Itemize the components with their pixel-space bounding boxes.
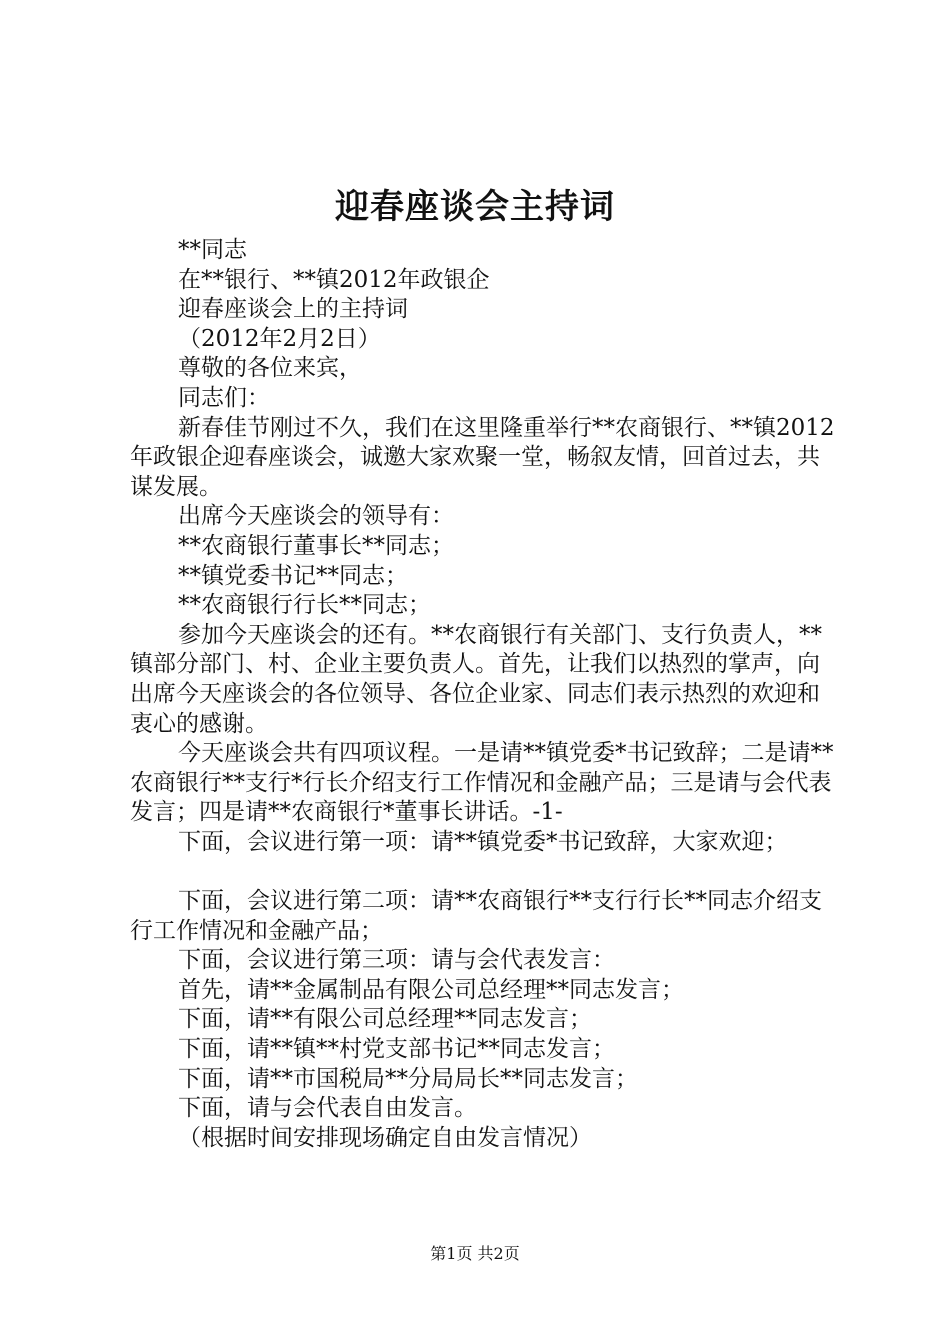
date-line: （2012年2月2日） (178, 325, 381, 352)
paragraph: 参加今天座谈会的还有。**农商银行有关部门、支行负责人，**镇部分部门、村、企业主要负责人。首先，让我们以热烈的掌声，向出席今天座谈会的各位领导、各位企业家、同志们表示热烈的欢迎和衷心的感谢。 (130, 621, 822, 737)
list-item: 下面，请**市国税局**分局局长**同志发言； (178, 1065, 638, 1092)
document-body (130, 236, 842, 1153)
paragraph: 下面，会议进行第三项：请与会代表发言： (178, 947, 615, 974)
page-number-footer: 第1页 共2页 (430, 1244, 520, 1263)
greeting-line: 尊敬的各位来宾， (178, 355, 362, 382)
list-item: 下面，请**有限公司总经理**同志发言； (178, 1006, 592, 1033)
note-line: （根据时间安排现场确定自由发言情况） (178, 1124, 592, 1151)
list-item: **镇党委书记**同志； (178, 562, 408, 589)
paragraph: 下面，会议进行第一项：请**镇党委*书记致辞，大家欢迎； (178, 828, 788, 855)
list-item: 下面，请**镇**村党支部书记**同志发言； (178, 1036, 615, 1063)
heading-line: 在**银行、**镇2012年政银企 (178, 266, 490, 293)
list-item: 首先，请**金属制品有限公司总经理**同志发言； (178, 976, 684, 1003)
list-item: 下面，请与会代表自由发言。 (178, 1095, 477, 1122)
paragraph: 下面，会议进行第二项：请**农商银行**支行行长**同志介绍支行工作情况和金融产品； (130, 888, 822, 944)
greeting-line: 同志们： (178, 384, 270, 411)
paragraph: 今天座谈会共有四项议程。一是请**镇党委*书记致辞；二是请**农商银行**支行*行长介绍支行工作情况和金融产品；三是请与会代表发言；四是请**农商银行*董事长讲话。-1- (130, 740, 834, 826)
salutation-line: **同志 (178, 237, 247, 263)
list-item: **农商银行董事长**同志； (178, 532, 454, 559)
paragraph: 出席今天座谈会的领导有： (178, 503, 454, 530)
list-item: **农商银行行长**同志； (178, 592, 431, 619)
heading-line: 迎春座谈会上的主持词 (178, 296, 408, 323)
document-title: 迎春座谈会主持词 (335, 187, 615, 227)
paragraph: 新春佳节刚过不久，我们在这里隆重举行**农商银行、**镇2012年政银企迎春座谈会，诚邀大家欢聚一堂，畅叙友情，回首过去，共谋发展。 (130, 414, 835, 500)
